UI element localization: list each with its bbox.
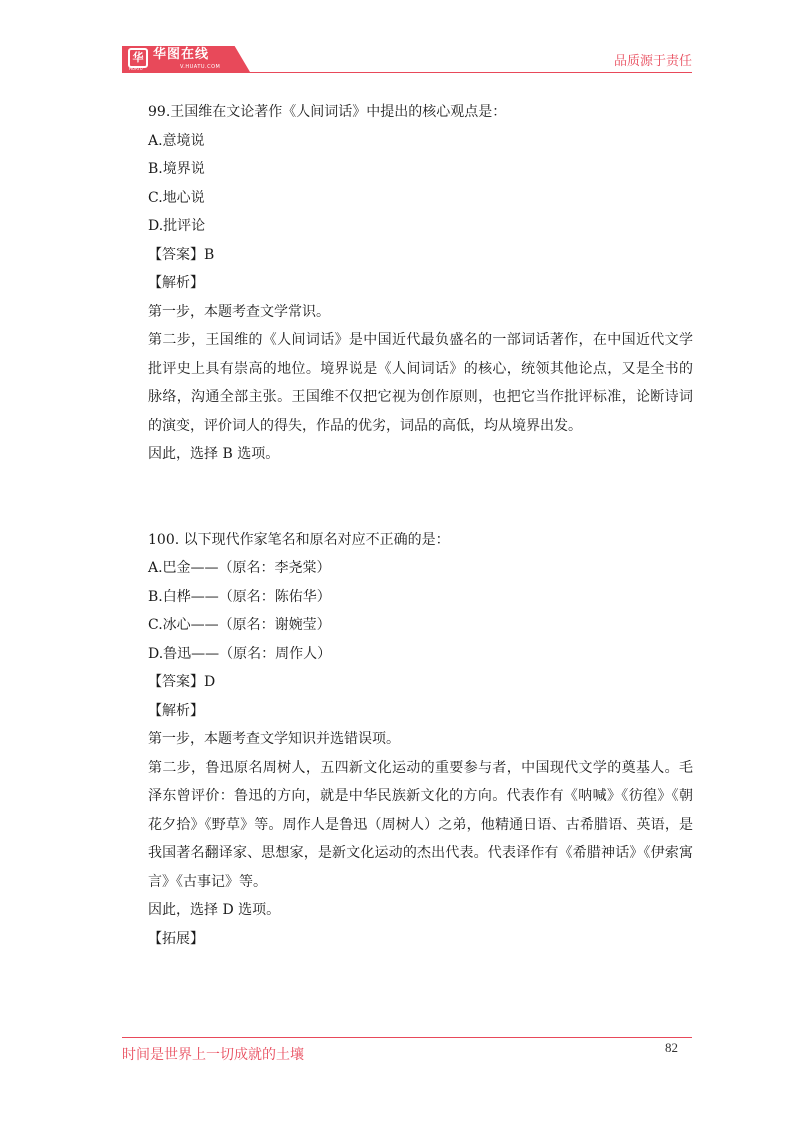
- header-divider: [122, 72, 692, 73]
- logo-name: 华图在线: [153, 47, 210, 62]
- analysis-conclusion: 因此，选择 B 选项。: [148, 446, 280, 462]
- question-100: [148, 526, 693, 954]
- answer: 【答案】B: [148, 246, 215, 263]
- option-d: D.批评论: [148, 218, 206, 234]
- option-c: C.地心说: [148, 189, 205, 206]
- question-stem: 99.王国维在文论著作《人间词话》中提出的核心观点是：: [148, 104, 507, 120]
- analysis-conclusion: 因此，选择 D 选项。: [148, 902, 281, 918]
- option-b: B.境界说: [148, 161, 205, 177]
- logo-tag: HUATU: [129, 66, 143, 71]
- option-d: D.鲁迅——（原名：周作人）: [148, 645, 332, 662]
- question-gap: [148, 469, 693, 526]
- huatu-logo-icon: 华: [128, 48, 148, 68]
- header-slogan: 品质源于责任: [613, 54, 692, 69]
- question-stem: 100. 以下现代作家笔名和原名对应不正确的是：: [148, 531, 450, 548]
- analysis-label: 【解析】: [148, 275, 204, 291]
- question-99: [148, 98, 693, 469]
- analysis-step-2: 第二步，王国维的《人间词话》是中国近代最负盛名的一部词话著作，在中国近代文学批评史上具有崇高的地位。境界说是《人间词话》的核心，统领其他论点，又是全书的脉络，沟通全部主张。王国维不仅把它视为创作原则，也把它当作批评标准，论断诗词的演变，评价词人的得失，作品的优劣，词品的高低，均从境界出发。: [148, 332, 693, 434]
- analysis-label: 【解析】: [148, 702, 204, 719]
- footer-divider: [122, 1037, 692, 1038]
- option-c: C.冰心——（原名：谢婉莹）: [148, 617, 331, 633]
- option-a: A.意境说: [148, 132, 205, 149]
- analysis-step-2: 第二步，鲁迅原名周树人，五四新文化运动的重要参与者，中国现代文学的奠基人。毛泽东曾评价：鲁迅的方向，就是中华民族新文化的方向。代表作有《呐喊》《彷徨》《朝花夕拾》《野草》等。周作人是鲁迅（周树人）之弟，他精通日语、古希腊语、英语，是我国著名翻译家、思想家，是新文化运动的杰出代表。代表译作有《希腊神话》《伊索寓言》《古事记》等。: [148, 759, 693, 890]
- option-b: B.白桦——（原名：陈佑华）: [148, 588, 331, 605]
- option-a: A.巴金——（原名：李尧棠）: [148, 560, 331, 576]
- logo-url: V.HUATU.COM: [180, 64, 221, 70]
- answer: 【答案】D: [148, 674, 216, 690]
- analysis-step-1: 第一步，本题考查文学知识并选错误项。: [148, 731, 400, 747]
- footer-motto: 时间是世界上一切成就的土壤: [122, 1047, 304, 1063]
- page-number: 82: [665, 1040, 678, 1055]
- extension-label: 【拓展】: [148, 930, 204, 947]
- page-header: [0, 0, 800, 80]
- analysis-step-1: 第一步，本题考查文学常识。: [148, 303, 330, 320]
- page-content: [148, 98, 693, 953]
